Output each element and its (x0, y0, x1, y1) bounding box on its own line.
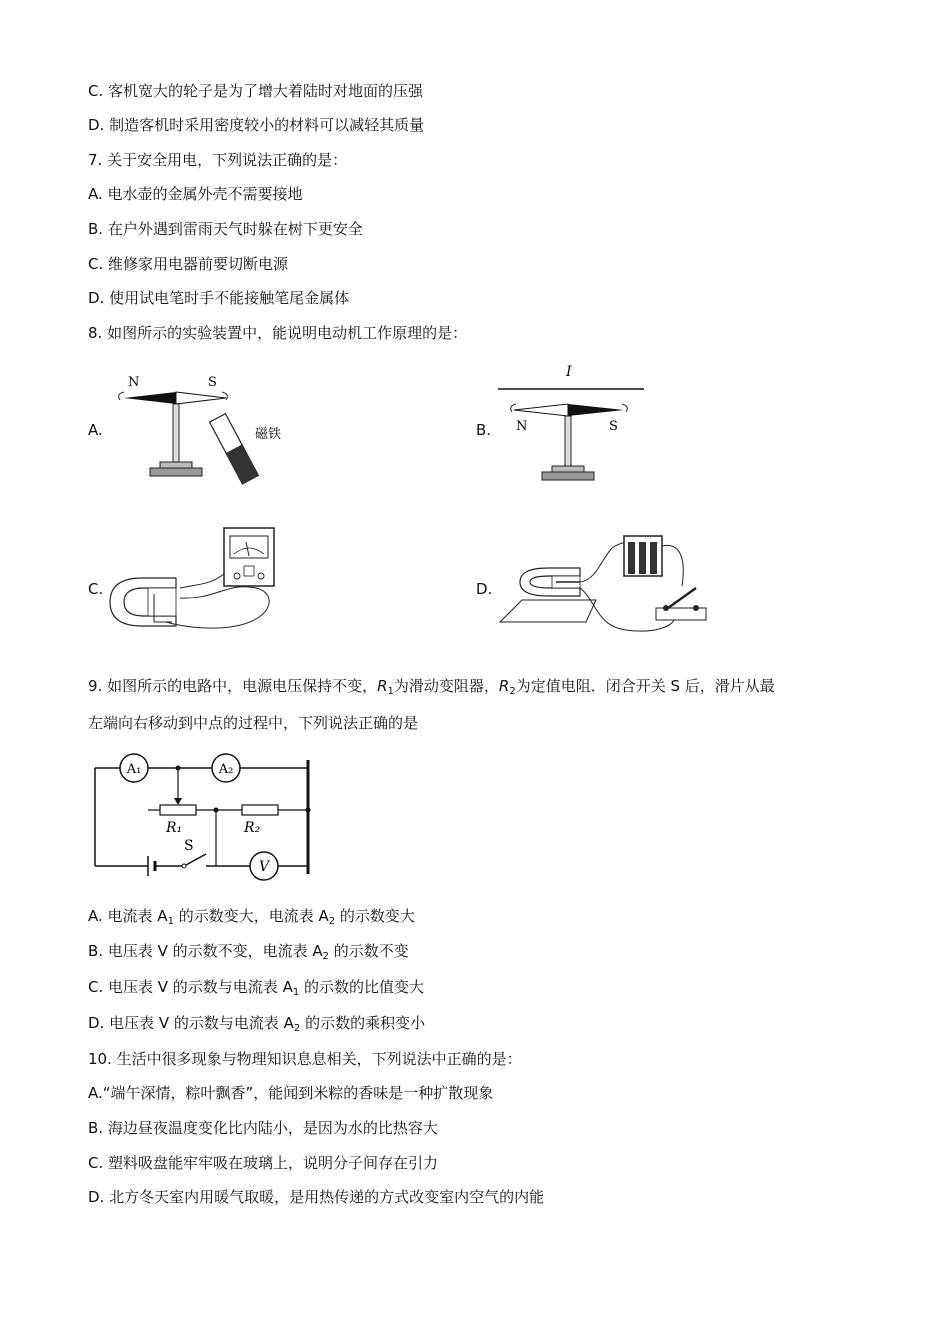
slider-arrow (174, 798, 182, 805)
q8-figure-b (496, 360, 656, 485)
compass-needle-dark (124, 392, 176, 404)
q7-stem: 7. 关于安全用电，下列说法正确的是： (88, 151, 348, 169)
bar-magnet (210, 414, 259, 484)
r1-label: R₁ (166, 820, 183, 836)
compass-needle-light (176, 392, 226, 404)
q8-label-d: D. (476, 580, 493, 598)
q9-option-a: A. 电流表 $A_1$ 的示数变大，电流表 $A_2$ 的示数变大 (88, 907, 415, 927)
compass-stand (173, 404, 179, 462)
q9-circuit (90, 752, 315, 882)
q7-option-d: D. 使用试电笔时手不能接触笔尾金属体 (88, 289, 350, 307)
a2-label: A₂ (218, 762, 234, 777)
base-board (500, 600, 596, 622)
a1-label: A₁ (126, 762, 142, 777)
fig-b-s-label: S (609, 419, 618, 434)
magnet-label: 磁铁 (255, 427, 282, 442)
q9-option-b: B. 电压表 V 的示数不变，电流表 $A_2$ 的示数不变 (88, 942, 409, 962)
q8-label-b: B. (476, 421, 492, 439)
resistor-r1 (160, 805, 196, 815)
q8-figure-d (496, 530, 726, 636)
q7-option-b: B. 在户外遇到雷雨天气时躲在树下更安全 (88, 220, 363, 238)
fig-b-n-label: N (516, 419, 528, 434)
q8-figure-c (106, 522, 286, 634)
v-label: V (258, 859, 270, 875)
q8-label-a: A. (88, 421, 103, 439)
s-label: S (184, 838, 194, 854)
q10-stem: 10. 生活中很多现象与物理知识息息相关，下列说法中正确的是： (88, 1050, 522, 1068)
q9-stem-line2: 左端向右移动到中点的过程中，下列说法正确的是 (88, 714, 419, 732)
q7-option-a: A. 电水壶的金属外壳不需要接地 (88, 185, 303, 203)
q10-option-d: D. 北方冬天室内用暖气取暖，是用热传递的方式改变室内空气的内能 (88, 1188, 545, 1206)
fig-a-s-label: S (208, 375, 217, 390)
current-label: I (566, 364, 572, 380)
q8-figure-a (110, 368, 310, 486)
r2-label: R₂ (244, 820, 261, 836)
q10-option-b: B. 海边昼夜温度变化比内陆小，是因为水的比热容大 (88, 1119, 438, 1137)
q7-option-c: C. 维修家用电器前要切断电源 (88, 255, 289, 273)
wire (166, 587, 269, 628)
q8-label-c: C. (88, 580, 104, 598)
q6-option-c: C. 客机宽大的轮子是为了增大着陆时对地面的压强 (88, 82, 424, 100)
q9-option-c: C. 电压表 V 的示数与电流表 $A_1$ 的示数的比值变大 (88, 978, 424, 998)
q10-option-a: A.“端午深情，粽叶飘香”，能闻到米粽的香味是一种扩散现象 (88, 1084, 494, 1102)
q8-stem: 8. 如图所示的实验装置中，能说明电动机工作原理的是： (88, 324, 468, 342)
switch-s (186, 854, 206, 865)
q9-option-d: D. 电压表 V 的示数与电流表 $A_2$ 的示数的乘积变小 (88, 1014, 426, 1034)
switch (656, 608, 706, 620)
q9-stem-line1: 9. 如图所示的电路中，电源电压保持不变，$R_1$为滑动变阻器，$R_2$为定值电阻．闭合开关 S 后，滑片从最 (88, 677, 775, 697)
q10-option-c: C. 塑料吸盘能牢牢吸在玻璃上，说明分子间存在引力 (88, 1154, 439, 1172)
resistor-r2 (242, 805, 278, 815)
q6-option-d: D. 制造客机时采用密度较小的材料可以减轻其质量 (88, 116, 425, 134)
fig-a-n-label: N (128, 375, 140, 390)
